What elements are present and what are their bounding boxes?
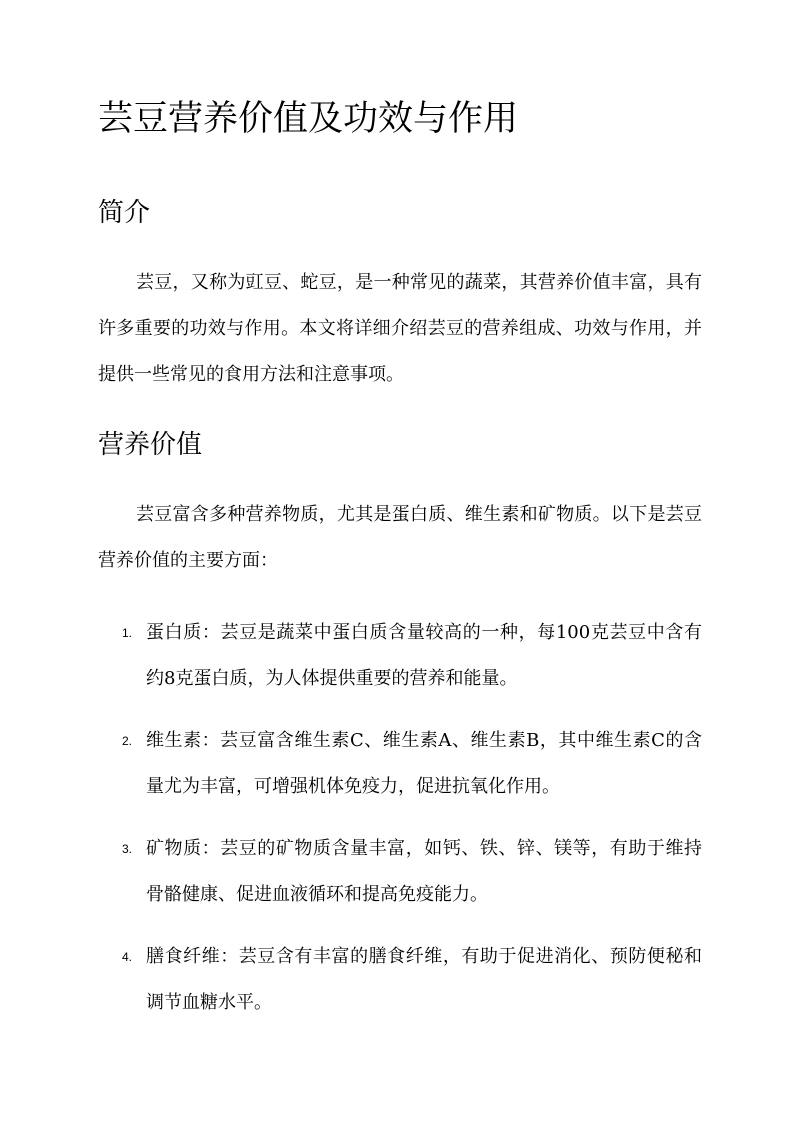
- nutrition-paragraph: 芸豆富含多种营养物质，尤其是蛋白质、维生素和矿物质。以下是芸豆营养价值的主要方面：: [98, 504, 702, 571]
- list-item-text: 蛋白质：芸豆是蔬菜中蛋白质含量较高的一种，每100克芸豆中含有约8克蛋白质，为人体提供重要的营养和能量。: [146, 622, 702, 689]
- section-heading-intro: 简介: [98, 198, 151, 228]
- list-item-number: 2.: [122, 734, 133, 748]
- nutrition-list: [98, 610, 702, 1042]
- list-item: [98, 826, 702, 918]
- list-item-text: 维生素：芸豆富含维生素C、维生素A、维生素B，其中维生素C的含量尤为丰富，可增强机体免疫力，促进抗氧化作用。: [146, 730, 702, 797]
- section-heading-nutrition: 营养价值: [98, 430, 203, 460]
- list-item: [98, 610, 702, 702]
- list-item-number: 4.: [122, 950, 133, 964]
- list-item-number: 3.: [122, 842, 133, 856]
- page-title: 芸豆营养价值及功效与作用: [98, 99, 519, 139]
- list-item: [98, 934, 702, 1026]
- list-item: [98, 718, 702, 810]
- list-item-text: 矿物质：芸豆的矿物质含量丰富，如钙、铁、锌、镁等，有助于维持骨骼健康、促进血液循环和提高免疫能力。: [146, 838, 702, 905]
- intro-paragraph: 芸豆，又称为豇豆、蛇豆，是一种常见的蔬菜，其营养价值丰富，具有许多重要的功效与作用。本文将详细介绍芸豆的营养组成、功效与作用，并提供一些常见的食用方法和注意事项。: [98, 272, 702, 385]
- list-item-text: 膳食纤维：芸豆含有丰富的膳食纤维，有助于促进消化、预防便秘和调节血糖水平。: [146, 946, 702, 1013]
- list-item-number: 1.: [122, 626, 133, 640]
